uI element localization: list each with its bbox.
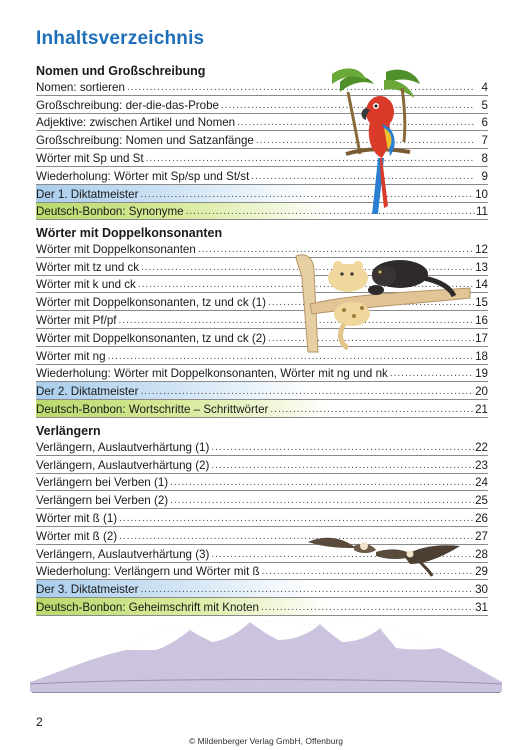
copyright-notice: © Mildenberger Verlag GmbH, Offenburg xyxy=(189,736,343,746)
toc-entry-label: Verlängern, Auslautverhärtung (1) xyxy=(36,440,210,454)
toc-entry-label: Wörter mit Doppelkonsonanten xyxy=(36,242,196,256)
parrot-illustration xyxy=(326,62,422,218)
toc-entry-page: 29 xyxy=(475,565,488,579)
toc-entry-page: 16 xyxy=(475,313,488,327)
toc-entry-label: Verlängern bei Verben (1) xyxy=(36,476,169,490)
toc-dot-leader xyxy=(170,495,474,507)
toc-entry-page: 19 xyxy=(475,367,488,381)
toc-entry-page: 5 xyxy=(481,98,488,112)
toc-entry-label: Verlängern, Auslautverhärtung (2) xyxy=(36,458,210,472)
toc-entry-page: 10 xyxy=(475,187,488,201)
toc-entry-page: 31 xyxy=(475,600,488,614)
leopard-panther-illustration xyxy=(292,248,472,358)
toc-entry-page: 27 xyxy=(475,529,488,543)
section-heading-verlaengern: Verlängern xyxy=(36,424,101,438)
toc-dot-leader xyxy=(140,584,474,596)
section-heading-doppelkonsonanten: Wörter mit Doppelkonsonanten xyxy=(36,226,223,240)
toc-entry-label: Deutsch-Bonbon: Synonyme xyxy=(36,205,184,219)
toc-dot-leader xyxy=(211,442,474,454)
toc-entry-page: 13 xyxy=(475,260,488,274)
toc-dot-leader xyxy=(270,404,474,416)
toc-entry-page: 25 xyxy=(475,494,488,508)
page-title: Inhaltsverzeichnis xyxy=(36,28,205,49)
toc-entry-label: Der 3. Diktatmeister xyxy=(36,583,139,597)
toc-entry-label: Verlängern, Auslautverhärtung (3) xyxy=(36,547,210,561)
toc-entry-label: Wiederholung: Wörter mit Sp/sp und St/st xyxy=(36,169,250,183)
toc-entry[interactable] xyxy=(36,438,488,456)
toc-entry-label: Adjektive: zwischen Artikel und Nomen xyxy=(36,116,236,130)
toc-entry-label: Wörter mit ß (2) xyxy=(36,529,118,543)
toc-entry-page: 12 xyxy=(475,242,488,256)
toc-entry-page: 26 xyxy=(475,511,488,525)
section-heading-nomen: Nomen und Großschreibung xyxy=(36,64,206,78)
toc-entry-label: Wiederholung: Wörter mit Doppelkonsonanten, Wörter mit ng und nk xyxy=(36,367,388,381)
page-number: 2 xyxy=(36,715,43,729)
toc-entry-label: Deutsch-Bonbon: Geheimschrift mit Knoten xyxy=(36,600,259,614)
toc-entry-page: 24 xyxy=(475,476,488,490)
toc-dot-leader xyxy=(140,386,474,398)
toc-entry[interactable] xyxy=(36,474,488,492)
toc-entry-label: Großschreibung: der-die-das-Probe xyxy=(36,98,220,112)
toc-entry-label: Wörter mit k und ck xyxy=(36,278,136,292)
toc-entry[interactable] xyxy=(36,509,488,527)
toc-entry-label: Verlängern bei Verben (2) xyxy=(36,494,169,508)
toc-dot-leader xyxy=(140,189,474,201)
toc-entry-page: 23 xyxy=(475,458,488,472)
toc-entry-page: 20 xyxy=(475,385,488,399)
toc-entry-page: 9 xyxy=(481,169,488,183)
toc-entry-label: Wörter mit ß (1) xyxy=(36,511,118,525)
toc-entry-label: Der 2. Diktatmeister xyxy=(36,385,139,399)
toc-entry-page: 14 xyxy=(475,278,488,292)
toc-entry-page: 18 xyxy=(475,349,488,363)
toc-entry-label: Wörter mit Doppelkonsonanten, tz und ck (1) xyxy=(36,296,267,310)
toc-entry-page: 11 xyxy=(475,205,488,219)
toc-entry-label: Wiederholung: Verlängern und Wörter mit ß xyxy=(36,565,260,579)
toc-entry[interactable] xyxy=(36,382,488,400)
toc-dot-leader xyxy=(211,460,474,472)
toc-entry-page: 7 xyxy=(481,134,488,148)
toc-entry-page: 15 xyxy=(475,296,488,310)
toc-dot-leader xyxy=(390,368,474,380)
toc-dot-leader xyxy=(119,513,474,525)
toc-entry[interactable] xyxy=(36,491,488,509)
toc-entry-page: 28 xyxy=(475,547,488,561)
toc-entry-page: 21 xyxy=(475,402,488,416)
toc-entry-label: Wörter mit Doppelkonsonanten, tz und ck (2) xyxy=(36,331,267,345)
toc-entry-label: Der 1. Diktatmeister xyxy=(36,187,139,201)
toc-entry[interactable] xyxy=(36,365,488,383)
toc-entry[interactable] xyxy=(36,580,488,598)
toc-entry-page: 6 xyxy=(481,116,488,130)
toc-entry-label: Wörter mit ng xyxy=(36,349,106,363)
toc-entry-label: Deutsch-Bonbon: Wortschritte – Schrittwörter xyxy=(36,402,269,416)
toc-entry-label: Wörter mit tz und ck xyxy=(36,260,140,274)
toc-entry-label: Großschreibung: Nomen und Satzanfänge xyxy=(36,134,254,148)
toc-entry-label: Nomen: sortieren xyxy=(36,80,125,94)
toc-entry[interactable] xyxy=(36,400,488,418)
toc-entry-label: Wörter mit Pf/pf xyxy=(36,313,117,327)
toc-entry-page: 22 xyxy=(475,440,488,454)
bottom-divider xyxy=(32,692,500,693)
toc-entry-page: 8 xyxy=(481,151,488,165)
toc-entry[interactable] xyxy=(36,456,488,474)
toc-dot-leader xyxy=(170,477,474,489)
mountains-illustration xyxy=(30,600,502,692)
toc-entry-label: Wörter mit Sp und St xyxy=(36,151,144,165)
toc-dot-leader xyxy=(127,82,475,94)
toc-entry-page: 17 xyxy=(475,331,488,345)
toc-dot-leader xyxy=(146,153,475,165)
vultures-illustration xyxy=(304,526,462,578)
toc-entry-page: 30 xyxy=(475,583,488,597)
toc-entry-page: 4 xyxy=(481,80,488,94)
